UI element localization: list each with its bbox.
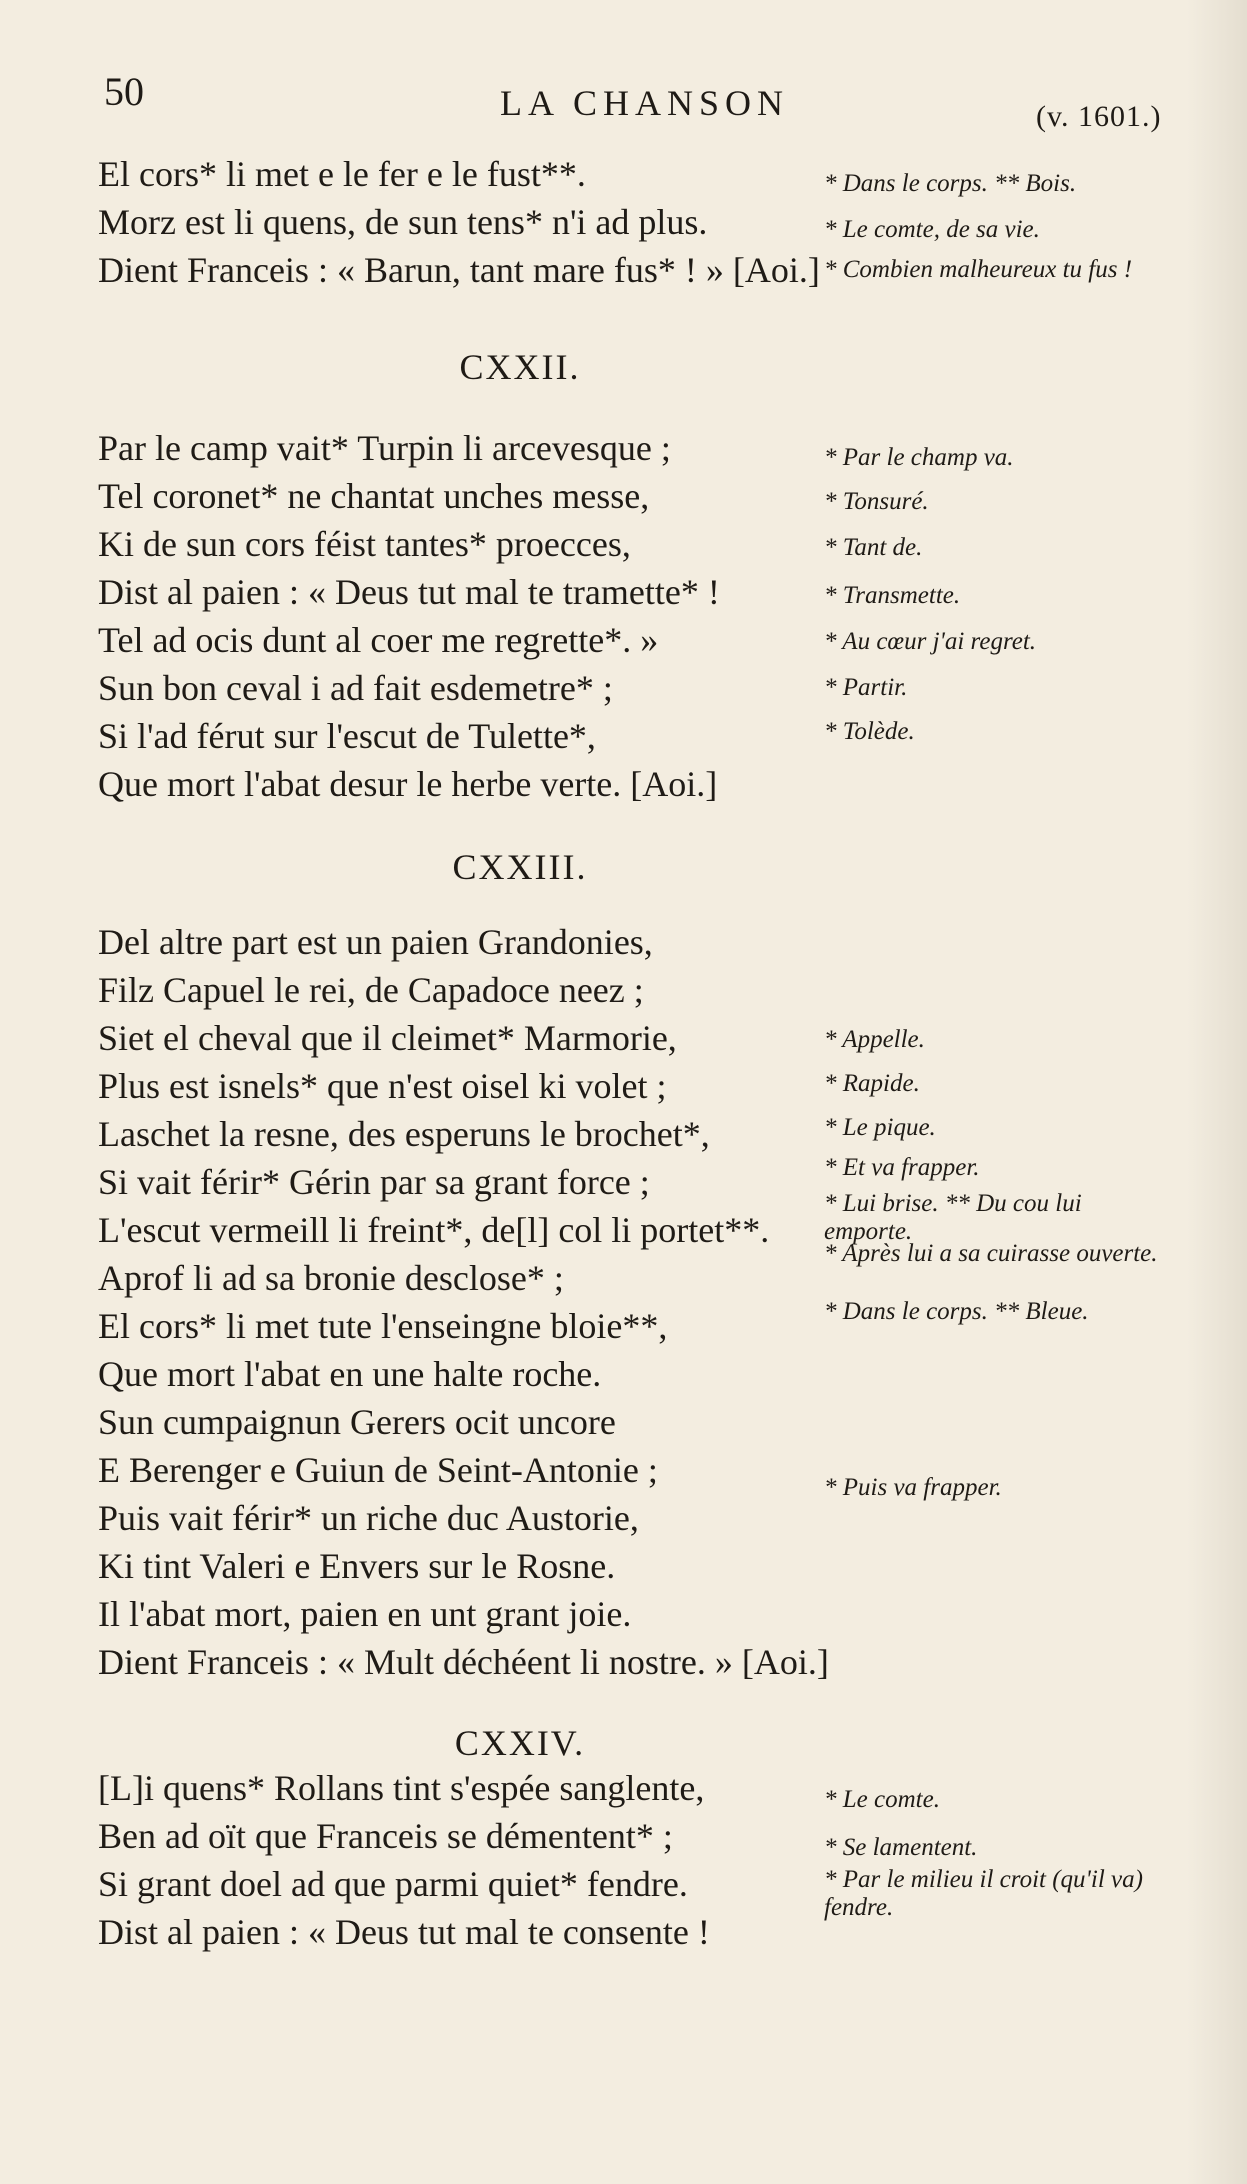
verse-line: El cors* li met e le fer e le fust**. <box>98 154 586 194</box>
verse-line: Par le camp vait* Turpin li arcevesque ; <box>98 428 671 468</box>
verse-line: Del altre part est un paien Grandonies, <box>98 922 653 962</box>
gloss-note: * Et va frapper. <box>824 1154 980 1181</box>
gloss-note: * Tant de. <box>824 534 923 561</box>
gloss-note: * Appelle. <box>824 1026 925 1053</box>
verse-line: Plus est isnels* que n'est oisel ki volet ; <box>98 1066 667 1106</box>
gloss-note: * Dans le corps. ** Bleue. <box>824 1298 1089 1325</box>
verse-line: Tel coronet* ne chantat unches messe, <box>98 476 650 516</box>
verse-line: Siet el cheval que il cleimet* Marmorie, <box>98 1018 677 1058</box>
verse-line: [L]i quens* Rollans tint s'espée sanglente, <box>98 1768 705 1808</box>
verse-line: Que mort l'abat desur le herbe verte. [Aoi.] <box>98 764 718 804</box>
gloss-note: * Après lui a sa cuirasse ouverte. <box>824 1240 1158 1267</box>
verse-line: Si l'ad férut sur l'escut de Tulette*, <box>98 716 596 756</box>
verse-line: Dist al paien : « Deus tut mal te tramette* ! <box>98 572 720 612</box>
verse-line: Laschet la resne, des esperuns le brochet*, <box>98 1114 710 1154</box>
gloss-note: * Par le champ va. <box>824 444 1014 471</box>
verse-line: Tel ad ocis dunt al coer me regrette*. » <box>98 620 659 660</box>
verse-line: Ben ad oït que Franceis se démentent* ; <box>98 1816 673 1856</box>
verse-line: Si vait férir* Gérin par sa grant force ; <box>98 1162 650 1202</box>
gloss-note: * Dans le corps. ** Bois. <box>824 170 1077 197</box>
verse-reference: (v. 1601.) <box>1036 100 1162 133</box>
verse-line: Il l'abat mort, paien en unt grant joie. <box>98 1594 632 1634</box>
verse-line: Sun bon ceval i ad fait esdemetre* ; <box>98 668 613 708</box>
verse-line: Dist al paien : « Deus tut mal te consente ! <box>98 1912 710 1952</box>
verse-line: Morz est li quens, de sun tens* n'i ad plus. <box>98 202 708 242</box>
verse-line: Sun cumpaignun Gerers ocit uncore <box>98 1402 616 1442</box>
verse-line: Que mort l'abat en une halte roche. <box>98 1354 602 1394</box>
gloss-note: * Par le milieu il croit (qu'il va) fendre. <box>824 1866 1143 1921</box>
gloss-note: * Partir. <box>824 674 908 701</box>
gloss-note: * Tonsuré. <box>824 488 929 515</box>
verse-line: Filz Capuel le rei, de Capadoce neez ; <box>98 970 644 1010</box>
gloss-note: * Le comte. <box>824 1786 940 1813</box>
verse-line: L'escut vermeill li freint*, de[l] col li portet**. <box>98 1210 770 1250</box>
page-gutter-shadow <box>1187 0 1247 2184</box>
verse-line: Ki tint Valeri e Envers sur le Rosne. <box>98 1546 616 1586</box>
gloss-note: * Combien malheureux tu fus ! <box>824 256 1133 283</box>
gloss-note: * Le pique. <box>824 1114 936 1141</box>
gloss-note: * Transmette. <box>824 582 961 609</box>
gloss-note: * Le comte, de sa vie. <box>824 216 1040 243</box>
gloss-note: * Rapide. <box>824 1070 920 1097</box>
section-heading: CXXIII. <box>452 847 588 887</box>
page-header <box>0 68 1247 138</box>
gloss-note: * Lui brise. ** Du cou lui emporte. <box>824 1190 1082 1245</box>
gloss-note: * Se lamentent. <box>824 1834 978 1861</box>
gloss-note: * Tolède. <box>824 718 915 745</box>
verse-line: El cors* li met tute l'enseingne bloie**, <box>98 1306 668 1346</box>
verse-line: Puis vait férir* un riche duc Austorie, <box>98 1498 639 1538</box>
running-title: LA CHANSON <box>500 83 790 123</box>
verse-line: Si grant doel ad que parmi quiet* fendre. <box>98 1864 688 1904</box>
verse-line: Aprof li ad sa bronie desclose* ; <box>98 1258 564 1298</box>
gloss-note: * Puis va frapper. <box>824 1474 1002 1501</box>
page-number: 50 <box>104 69 144 114</box>
verse-line: E Berenger e Guiun de Seint-Antonie ; <box>98 1450 658 1490</box>
verse-line: Dient Franceis : « Mult déchéent li nostre. » [Aoi.] <box>98 1642 829 1682</box>
section-heading: CXXIV. <box>454 1723 586 1763</box>
verse-line: Ki de sun cors féist tantes* proecces, <box>98 524 631 564</box>
gloss-note: * Au cœur j'ai regret. <box>824 628 1037 655</box>
verse-line: Dient Franceis : « Barun, tant mare fus* ! » [Aoi.] <box>98 250 820 290</box>
section-heading: CXXII. <box>459 347 581 387</box>
